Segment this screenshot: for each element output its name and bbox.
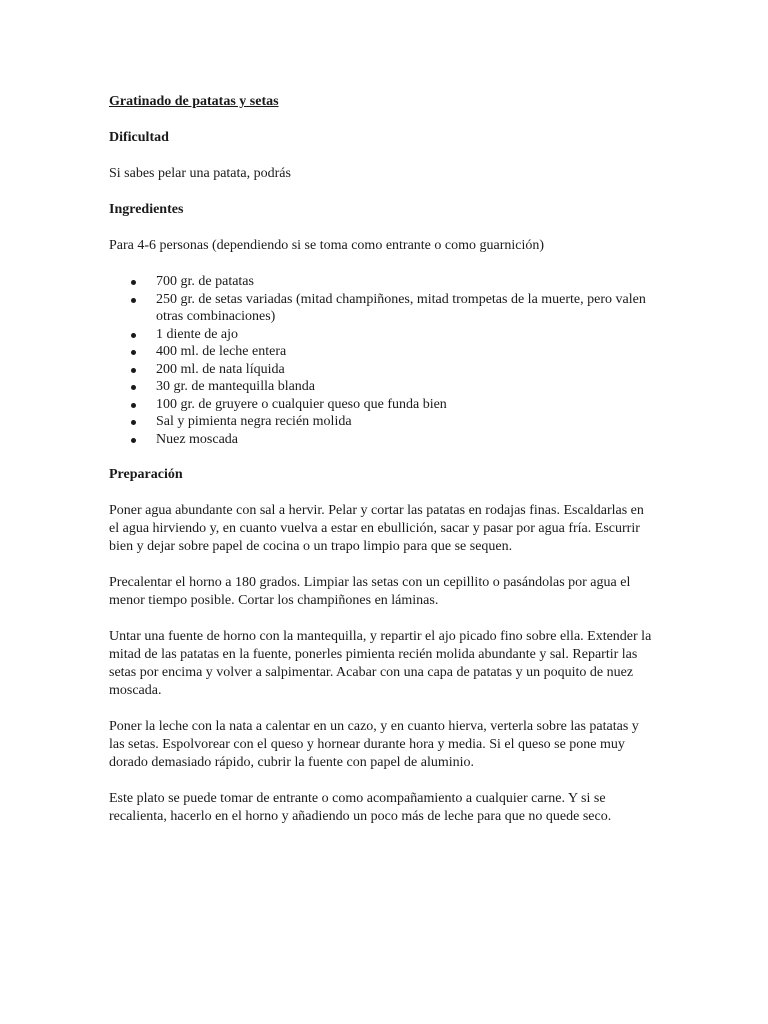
difficulty-heading: Dificultad <box>109 130 169 145</box>
ingredients-list <box>109 273 654 448</box>
ingredient-item: Sal y pimienta negra recién molida <box>109 413 654 431</box>
recipe-title: Gratinado de patatas y setas <box>109 94 279 109</box>
ingredient-item: 700 gr. de patatas <box>109 273 654 291</box>
preparation-paragraph: Este plato se puede tomar de entrante o como acompañamiento a cualquier carne. Y si se recalienta, hacerlo en el horno y añadiendo un poco más de leche para que no quede seco. <box>109 791 612 824</box>
ingredients-heading: Ingredientes <box>109 202 184 217</box>
ingredient-item: 250 gr. de setas variadas (mitad champiñones, mitad trompetas de la muerte, pero valen otras combinaciones) <box>109 291 654 326</box>
preparation-paragraph: Untar una fuente de horno con la mantequilla, y repartir el ajo picado fino sobre ella. Extender la mitad de las patatas en la fuente, ponerles pimienta recién molida abundante y sal. Repartir las setas por encima y volver a salpimentar. Acabar con una capa de patatas y un poquito de nuez moscada. <box>109 629 652 698</box>
ingredient-item: Nuez moscada <box>109 431 654 449</box>
preparation-paragraph: Poner agua abundante con sal a hervir. Pelar y cortar las patatas en rodajas finas. Escaldarlas en el agua hirviendo y, en cuanto vuelva a estar en ebullición, sacar y pasar por agua fría. Escurrir bien y dejar sobre papel de cocina o un trapo limpio para que se sequen. <box>109 503 644 554</box>
recipe-document <box>109 93 654 826</box>
ingredient-item: 200 ml. de nata líquida <box>109 361 654 379</box>
preparation-paragraph: Poner la leche con la nata a calentar en un cazo, y en cuanto hierva, verterla sobre las patatas y las setas. Espolvorear con el queso y hornear durante hora y media. Si el queso se pone muy dorado demasiado rápido, cubrir la fuente con papel de aluminio. <box>109 719 639 770</box>
ingredient-item: 100 gr. de gruyere o cualquier queso que funda bien <box>109 396 654 414</box>
ingredient-item: 1 diente de ajo <box>109 326 654 344</box>
ingredients-intro: Para 4-6 personas (dependiendo si se toma como entrante o como guarnición) <box>109 238 545 253</box>
difficulty-text: Si sabes pelar una patata, podrás <box>109 166 291 181</box>
preparation-heading: Preparación <box>109 467 183 482</box>
ingredient-item: 400 ml. de leche entera <box>109 343 654 361</box>
ingredient-item: 30 gr. de mantequilla blanda <box>109 378 654 396</box>
preparation-paragraph: Precalentar el horno a 180 grados. Limpiar las setas con un cepillito o pasándolas por agua el menor tiempo posible. Cortar los champiñones en láminas. <box>109 575 631 608</box>
